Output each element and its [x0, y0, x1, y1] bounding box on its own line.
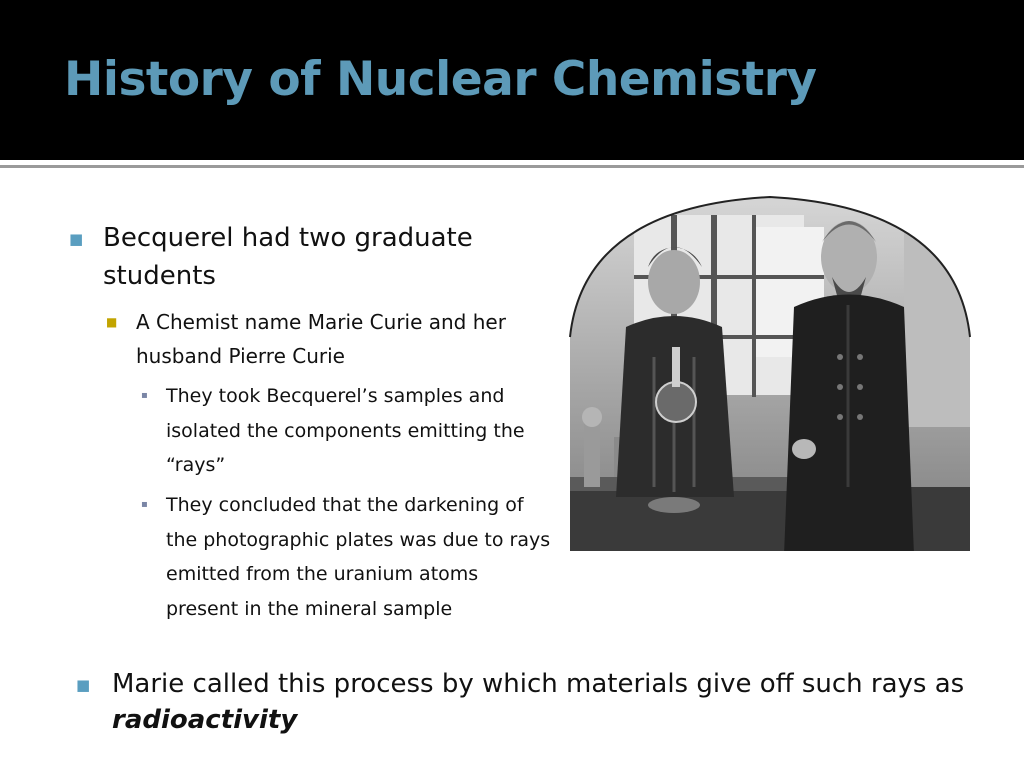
bullet-level1-radioactivity	[76, 666, 972, 738]
bullet-text: Becquerel had two graduate students	[103, 223, 473, 291]
bullet-marker-l3: ▪	[141, 499, 148, 510]
title-divider	[0, 165, 1024, 168]
bullet-level1-becquerel	[69, 219, 523, 295]
bullet-level2-curies	[106, 305, 546, 373]
bullet-marker-l1: ■	[76, 676, 91, 694]
curie-photo-image	[564, 187, 976, 555]
slide-title: History of Nuclear Chemistry	[64, 52, 817, 107]
curie-photo	[564, 187, 976, 555]
radioactivity-term: radioactivity	[112, 705, 298, 735]
title-bar	[0, 0, 1024, 160]
bullet-text: A Chemist name Marie Curie and her husband Pierre Curie	[136, 310, 506, 368]
bullet-marker-l2: ■	[106, 315, 118, 329]
bullet-level3-samples	[141, 379, 556, 483]
bullet-text: They concluded that the darkening of the photographic plates was due to rays emitted from the uranium atoms present in the mineral sample	[166, 494, 551, 620]
bullet-marker-l1: ■	[69, 230, 84, 248]
bullet-marker-l3: ▪	[141, 390, 148, 401]
bullet-text-prefix: Marie called this process by which materials give off such rays as	[112, 669, 965, 699]
bullet-text: They took Becquerel’s samples and isolated the components emitting the “rays”	[166, 385, 525, 476]
bullet-level3-conclusion	[141, 488, 556, 626]
